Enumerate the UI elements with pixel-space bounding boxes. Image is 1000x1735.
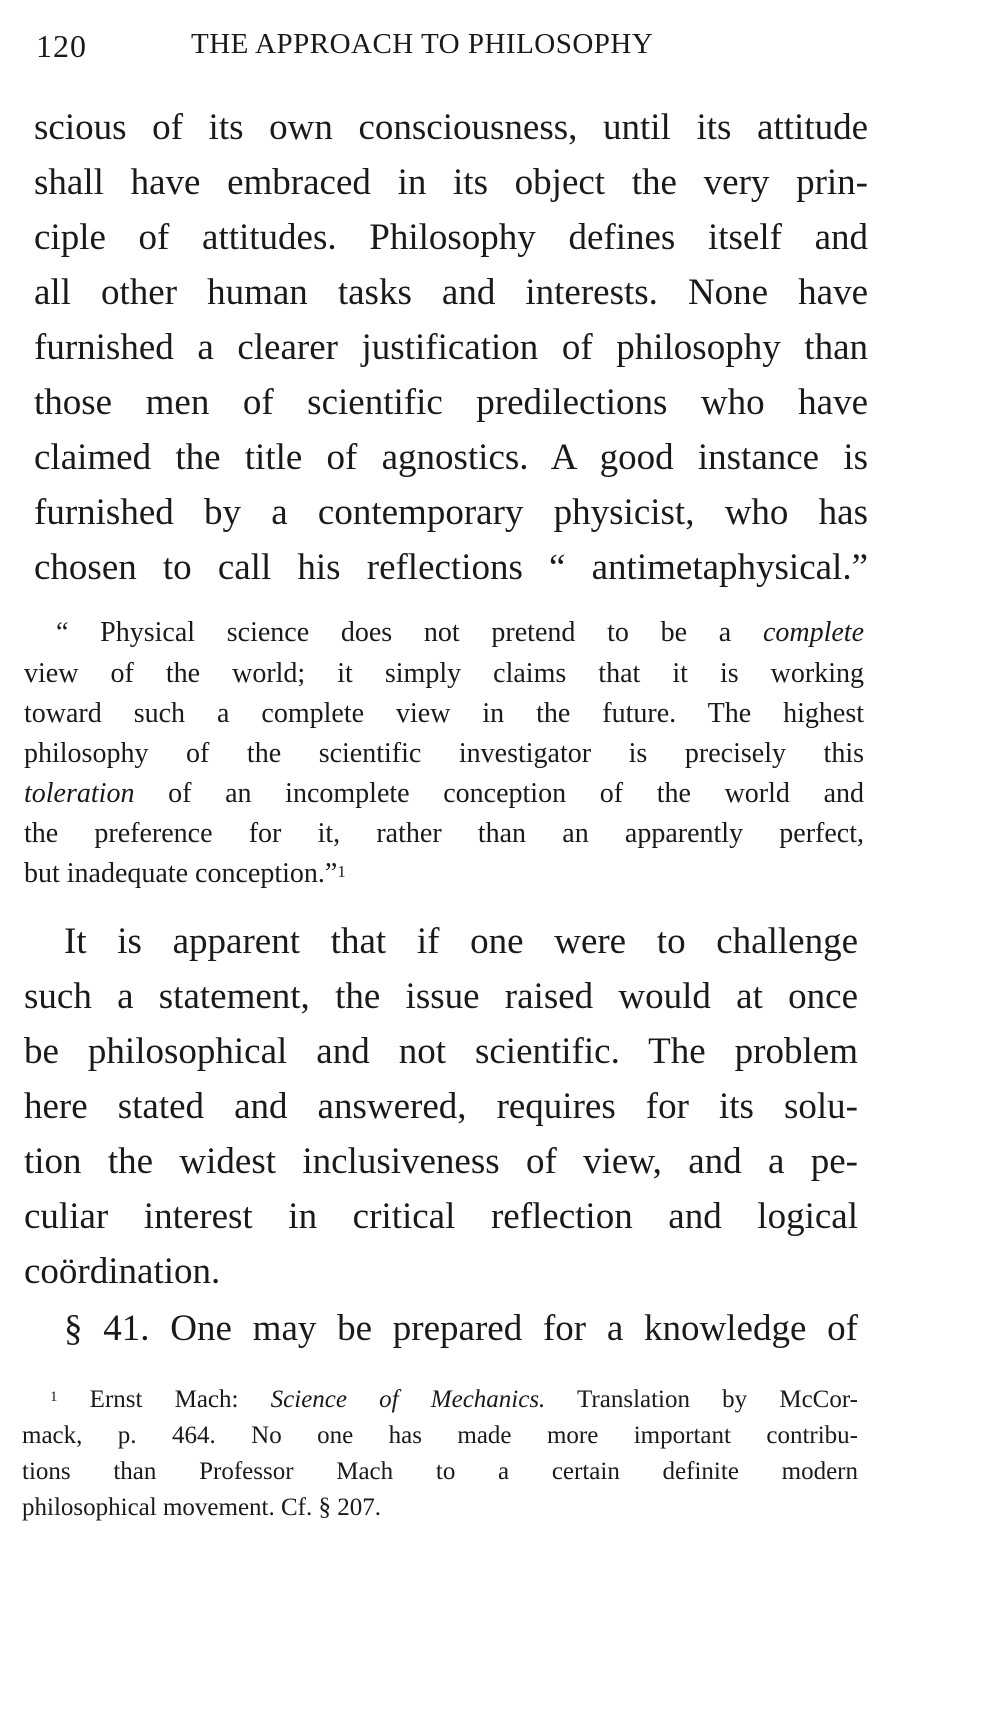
- quote-line: toward such a complete view in the future. The highest: [24, 698, 864, 729]
- text-line: culiar interest in critical reflection and logical: [24, 1196, 858, 1237]
- footnote-reference: 1: [337, 862, 346, 881]
- footnote-mark: 1: [50, 1389, 58, 1405]
- book-title: Science of Mechanics.: [270, 1386, 546, 1413]
- text-line: claimed the title of agnostics. A good instance is: [34, 437, 868, 478]
- running-title: THE APPROACH TO PHILOSOPHY: [191, 28, 654, 60]
- text-line: ciple of attitudes. Philosophy defines itself and: [34, 217, 868, 258]
- quote-line: but inadequate conception.”$^1$: [24, 858, 346, 889]
- page-number: 120: [36, 28, 87, 64]
- text-line: chosen to call his reflections “ antimetaphysical.”: [34, 547, 868, 588]
- quote-line: the preference for it, rather than an apparently perfect,: [24, 818, 864, 849]
- page-header: [36, 28, 654, 72]
- emphasis: complete: [762, 617, 864, 648]
- text-line: furnished a clearer justification of philosophy than: [34, 327, 868, 368]
- text-line: scious of its own consciousness, until its attitude: [34, 107, 868, 148]
- text-line: here stated and answered, requires for its solu-: [24, 1086, 858, 1127]
- text-line: furnished by a contemporary physicist, who has: [34, 492, 868, 533]
- section-start-line: § 41. One may be prepared for a knowledge of: [64, 1308, 858, 1349]
- footnote-line: tions than Professor Mach to a certain definite modern: [22, 1458, 858, 1485]
- quote-line: toleration of an incomplete conception of the world and: [24, 778, 864, 809]
- emphasis: toleration: [24, 778, 135, 809]
- text-line: tion the widest inclusiveness of view, and a pe-: [24, 1141, 858, 1182]
- quote-line: view of the world; it simply claims that it is working: [24, 658, 864, 689]
- text-line: be philosophical and not scientific. The problem: [24, 1031, 858, 1072]
- footnote-line: philosophical movement. Cf. § 207.: [22, 1494, 381, 1521]
- text-line: those men of scientific predilections who have: [34, 382, 868, 423]
- quote-line: “ Physical science does not pretend to be a complete: [56, 617, 864, 648]
- text-line: such a statement, the issue raised would at once: [24, 976, 858, 1017]
- text-line: coördination.: [24, 1251, 221, 1292]
- quote-line: philosophy of the scientific investigator is precisely this: [24, 738, 864, 769]
- footnote-line: $^1$ Ernst Mach: Science of Mechanics. Translation by McCor-: [50, 1386, 858, 1413]
- text-line: shall have embraced in its object the very prin-: [34, 162, 868, 203]
- footnote-line: mack, p. 464. No one has made more important contribu-: [22, 1422, 858, 1449]
- text-line: all other human tasks and interests. None have: [34, 272, 868, 313]
- text-line: It is apparent that if one were to challenge: [64, 921, 858, 962]
